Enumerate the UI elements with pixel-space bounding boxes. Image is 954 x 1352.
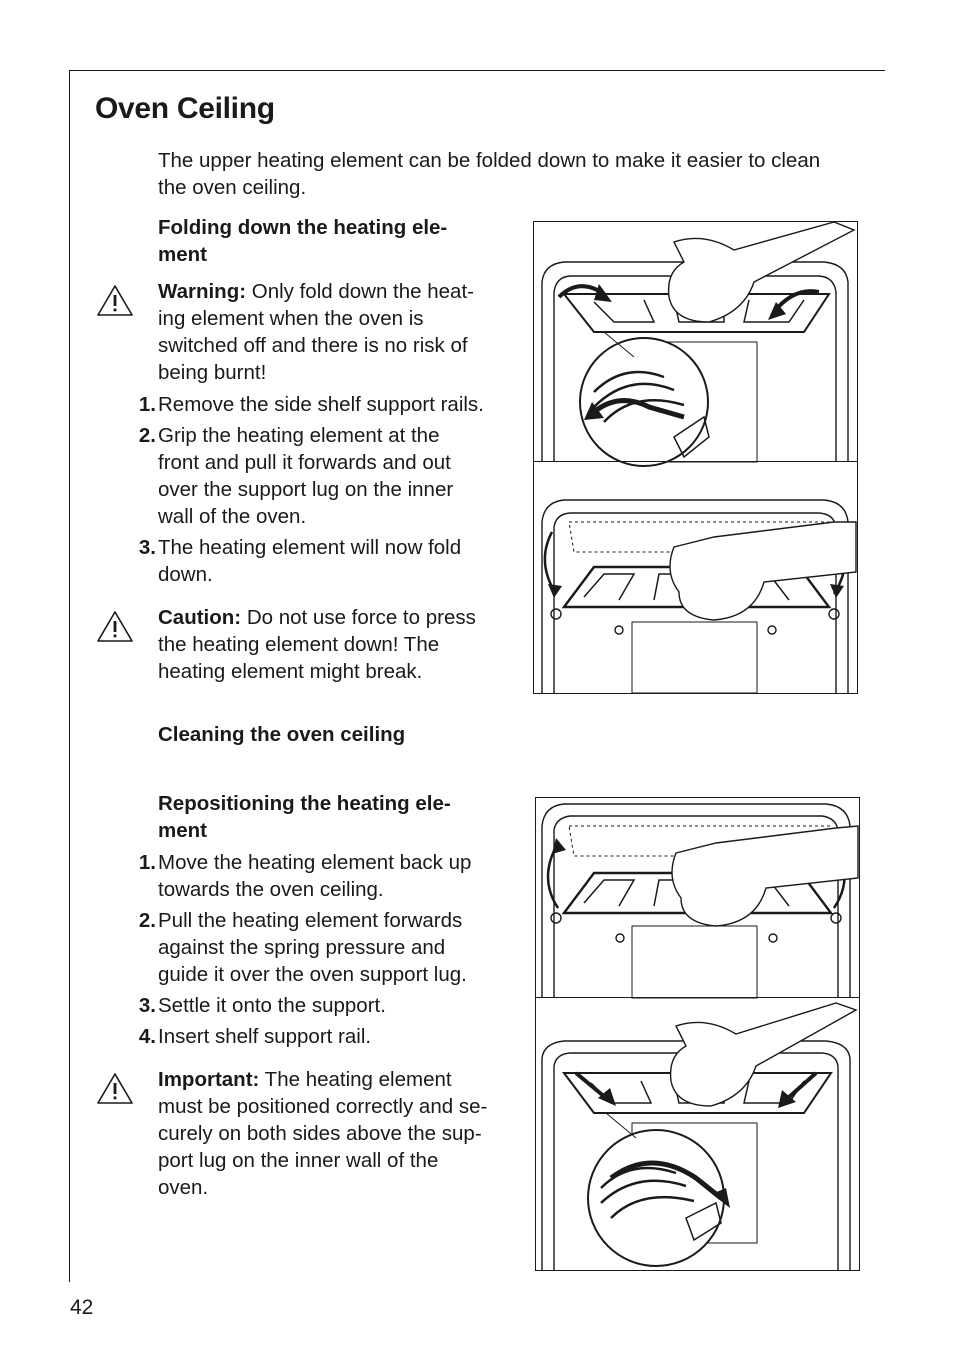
- step-text: The heating element will now fold down.: [158, 536, 462, 586]
- warning-notice: [158, 278, 528, 386]
- repositioning-heading: Repositioning the heating ele- ment: [158, 792, 451, 842]
- figure-divider: [534, 461, 857, 462]
- step-text: Pull the heating element forwards against the spring pressure and guide it over the oven support lug.: [158, 909, 467, 986]
- caution-notice: [158, 604, 528, 685]
- intro-text: The upper heating element can be folded down to make it easier to clean the oven ceiling.: [158, 149, 821, 199]
- oven-illustration-folding: [534, 222, 857, 693]
- step-item: [138, 534, 528, 588]
- caution-label: Caution:: [158, 606, 242, 629]
- step-item: [138, 907, 528, 988]
- important-text: The heating element must be positioned correctly and se- curely on both sides above the sup- port lug on the inner wall of the oven.: [158, 1068, 488, 1199]
- folding-section: [158, 214, 528, 268]
- important-notice: [158, 1066, 528, 1201]
- intro-paragraph: [158, 147, 838, 201]
- step-number: 2.: [138, 424, 156, 447]
- step-item: [138, 992, 528, 1019]
- step-item: [138, 1023, 528, 1050]
- step-text: Move the heating element back up towards the oven ceiling.: [158, 851, 472, 901]
- warning-triangle-icon: [96, 284, 134, 318]
- step-item: [138, 422, 528, 530]
- cleaning-heading: Cleaning the oven ceiling: [158, 723, 406, 746]
- step-text: Settle it onto the support.: [158, 994, 386, 1017]
- page-number: 42: [70, 1296, 94, 1319]
- step-number: 2.: [138, 909, 156, 932]
- step-number: 1.: [138, 393, 156, 416]
- repositioning-illustration: [535, 797, 860, 1271]
- step-text: Remove the side shelf support rails.: [158, 393, 484, 416]
- repositioning-steps: [138, 849, 528, 1054]
- warning-label: Warning:: [158, 280, 247, 303]
- warning-triangle-icon: [96, 1072, 134, 1106]
- caution-text: Do not use force to press the heating element down! The heating element might break.: [158, 606, 476, 683]
- header-rule: [69, 70, 885, 71]
- step-number: 3.: [138, 536, 156, 559]
- margin-rule: [69, 70, 70, 1282]
- step-number: 1.: [138, 851, 156, 874]
- step-number: 4.: [138, 1025, 156, 1048]
- folding-steps: [138, 391, 528, 592]
- step-item: [138, 391, 528, 418]
- figure-divider: [536, 997, 859, 998]
- cleaning-section: [158, 721, 528, 748]
- warning-text: Only fold down the heat- ing element when the oven is switched off and there is no risk of being burnt!: [158, 280, 474, 384]
- folding-illustration: [533, 221, 858, 694]
- repositioning-section: [158, 790, 528, 844]
- step-item: [138, 849, 528, 903]
- folding-heading: Folding down the heating ele- ment: [158, 216, 448, 266]
- warning-triangle-icon: [96, 610, 134, 644]
- page-title: Oven Ceiling: [95, 92, 275, 125]
- important-label: Important:: [158, 1068, 260, 1091]
- step-text: Grip the heating element at the front and pull it forwards and out over the support lug on the inner wall of the oven.: [158, 424, 454, 528]
- step-text: Insert shelf support rail.: [158, 1025, 372, 1048]
- oven-illustration-repositioning: [536, 798, 859, 1270]
- step-number: 3.: [138, 994, 156, 1017]
